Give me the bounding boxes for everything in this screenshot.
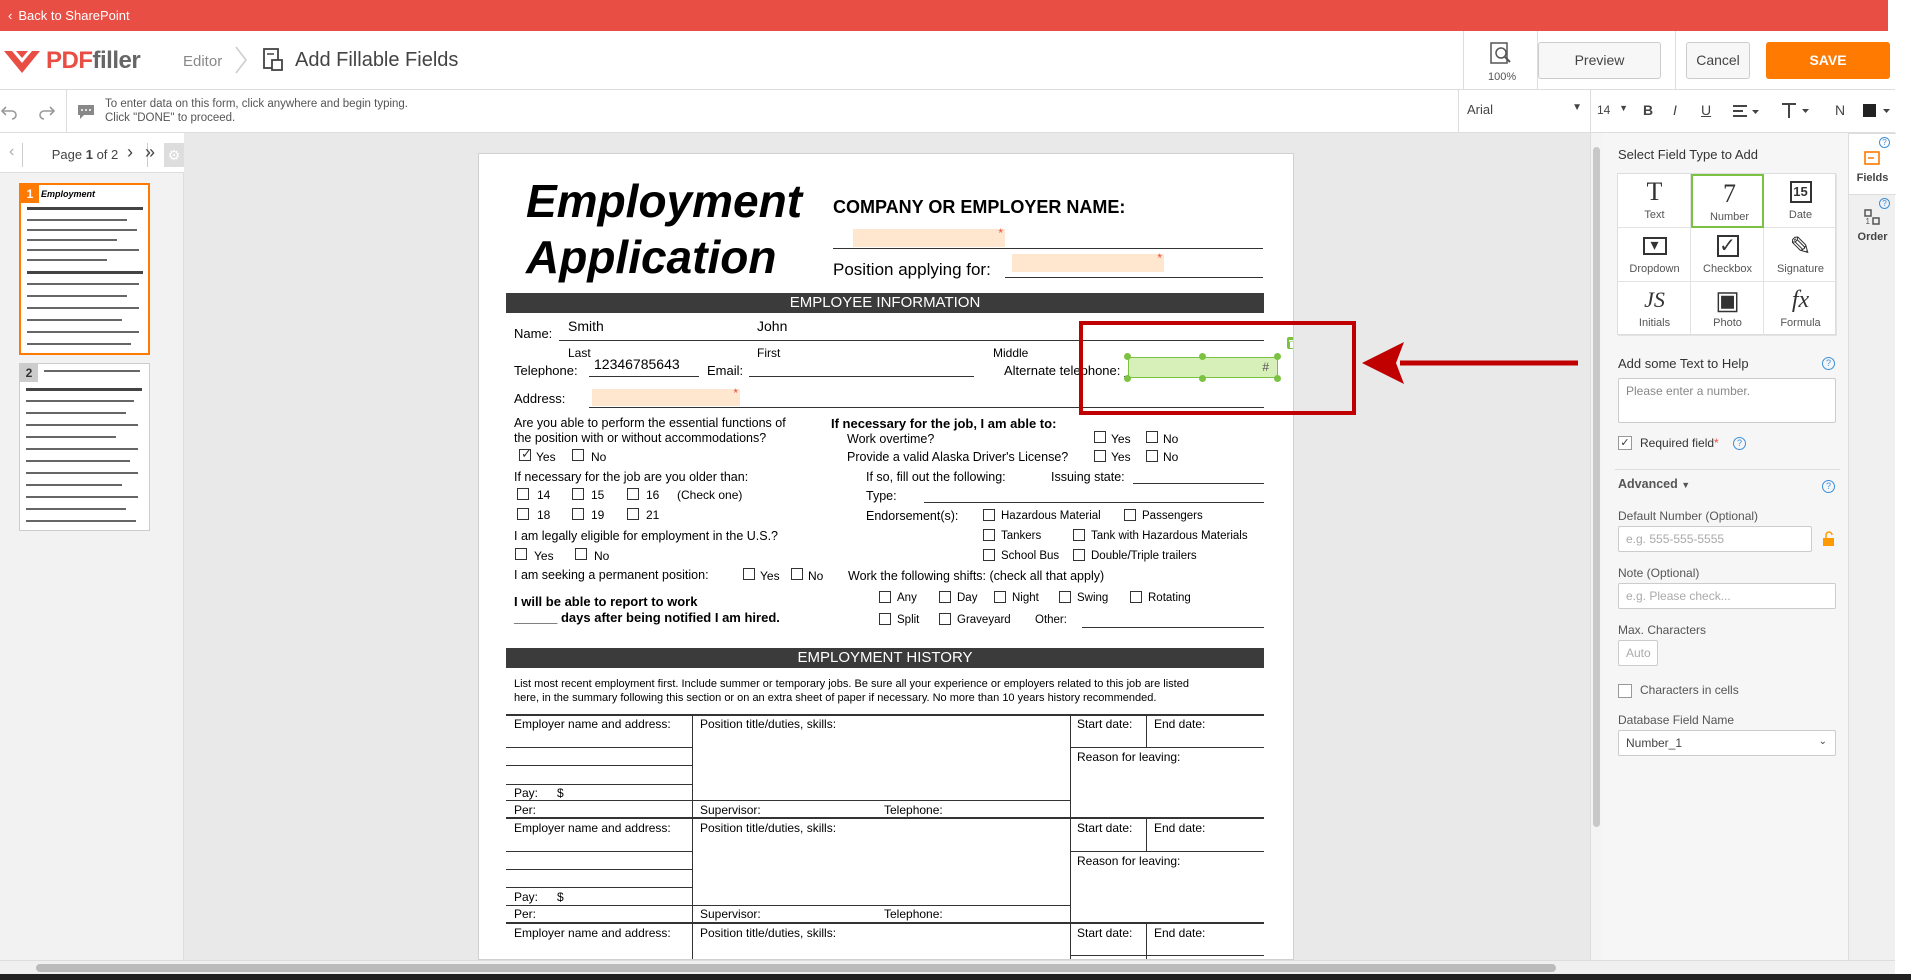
end-date-label: End date: <box>1154 926 1206 940</box>
field-type-number[interactable] <box>1691 174 1764 228</box>
passengers-checkbox[interactable] <box>1124 509 1136 521</box>
supervisor-label: Supervisor: <box>700 803 761 817</box>
header-divider <box>1675 31 1676 90</box>
company-label: COMPANY OR EMPLOYER NAME: <box>833 197 1126 217</box>
telephone-label: Telephone: <box>514 363 578 378</box>
report-line1: I will be able to report to work <box>514 594 698 609</box>
school-bus-label: School Bus <box>1001 550 1060 562</box>
name-label: Name: <box>514 326 553 341</box>
shift-graveyard-checkbox[interactable] <box>939 613 951 625</box>
eligible-yes-checkbox[interactable] <box>515 548 527 560</box>
field-type-checkbox[interactable] <box>1691 228 1764 282</box>
hazardous-label: Hazardous Material <box>1001 510 1101 522</box>
age-14-label: 14 <box>537 488 551 502</box>
age-21-checkbox[interactable] <box>627 508 639 520</box>
check-one-label: (Check one) <box>677 488 743 502</box>
employer-label: Employer name and address: <box>514 926 671 940</box>
font-family-select[interactable]: Arial ▼ <box>1458 90 1590 133</box>
overtime-yes-checkbox[interactable] <box>1094 431 1106 443</box>
company-field[interactable] <box>853 226 1005 247</box>
employee-info-band: EMPLOYEE INFORMATION <box>506 293 1264 313</box>
yes-label: Yes <box>536 450 556 464</box>
breadcrumb-editor[interactable]: Editor <box>183 53 223 70</box>
position-field[interactable] <box>1012 251 1164 272</box>
overtime-no-checkbox[interactable] <box>1146 431 1158 443</box>
dropdown-icon: ▾ <box>1618 233 1691 259</box>
rail-order-label: Order <box>1857 231 1888 243</box>
middle-label: Middle <box>993 346 1029 360</box>
required-marker: * <box>733 386 738 400</box>
field-type-initials[interactable] <box>1618 282 1691 336</box>
max-characters-label: Max. Characters <box>1618 623 1707 637</box>
initials-icon: JS <box>1644 287 1665 312</box>
chevron-down-icon: ▼ <box>1681 480 1691 490</box>
employer-label: Employer name and address: <box>514 821 671 835</box>
pay-label: Pay: <box>514 786 539 800</box>
thumbnail-title: Employment <box>41 189 96 199</box>
field-type-label: Date <box>1788 209 1813 221</box>
vertical-scrollbar[interactable] <box>1590 133 1602 960</box>
field-type-label: Signature <box>1776 263 1825 275</box>
tank-hazardous-label: Tank with Hazardous Materials <box>1091 530 1248 542</box>
age-18-label: 18 <box>537 508 551 522</box>
back-to-sharepoint-link[interactable] <box>0 0 1888 31</box>
essential-yes-checkbox[interactable]: ✓ <box>521 446 532 461</box>
rail-order-tab[interactable] <box>1849 195 1896 257</box>
q-permanent: I am seeking a permanent position: <box>514 568 709 582</box>
default-number-input[interactable]: e.g. 555-555-5555 <box>1618 526 1812 552</box>
q-eligible: I am legally eligible for employment in the U.S.? <box>514 529 779 543</box>
alaska-yes-checkbox[interactable] <box>1094 450 1106 462</box>
right-rail <box>1848 133 1895 960</box>
lock-open-icon[interactable] <box>1822 531 1836 547</box>
field-type-signature[interactable] <box>1764 228 1837 282</box>
chevron-down-icon: ⌄ <box>1818 736 1827 747</box>
divider <box>1615 469 1840 470</box>
shift-night-label: Night <box>1012 592 1039 604</box>
note-input[interactable]: e.g. Please check... <box>1618 583 1836 609</box>
align-icon[interactable] <box>1732 104 1760 120</box>
dollar-sign: $ <box>557 890 564 904</box>
logo-text: PDFfiller <box>46 47 141 74</box>
start-date-label: Start date: <box>1077 821 1133 835</box>
tankers-label: Tankers <box>1001 530 1042 542</box>
double-triple-label: Double/Triple trailers <box>1091 550 1197 562</box>
doc-title-line1: Employment <box>526 175 803 227</box>
bottom-bar <box>0 974 1911 980</box>
annotation-arrow-icon <box>1360 338 1580 398</box>
no-label: No <box>1163 450 1179 464</box>
toolbar-hint: To enter data on this form, click anywhere and begin typing. Click "DONE" to proceed. <box>105 98 409 124</box>
age-19-checkbox[interactable] <box>572 508 584 520</box>
characters-in-cells-checkbox[interactable] <box>1618 684 1632 698</box>
shift-night-checkbox[interactable] <box>994 591 1006 603</box>
shift-split-label: Split <box>897 614 920 626</box>
passengers-label: Passengers <box>1142 510 1203 522</box>
shift-any-label: Any <box>897 592 917 604</box>
field-type-grid <box>1617 173 1836 335</box>
field-type-label: Number <box>1709 211 1750 223</box>
position-duties-label: Position title/duties, skills: <box>700 717 837 731</box>
able-title: If necessary for the job, I am able to: <box>831 416 1057 431</box>
preview-button[interactable]: Preview <box>1538 42 1661 79</box>
position-duties-label: Position title/duties, skills: <box>700 926 837 940</box>
required-checkbox[interactable]: ✓ <box>1618 436 1632 450</box>
alaska-no-checkbox[interactable] <box>1146 450 1158 462</box>
required-marker: * <box>1157 251 1162 265</box>
formula-icon: fx <box>1791 287 1810 313</box>
end-date-label: End date: <box>1154 821 1206 835</box>
hazardous-checkbox[interactable] <box>983 509 995 521</box>
tank-hazardous-checkbox[interactable] <box>1073 529 1085 541</box>
yes-label: Yes <box>1111 450 1131 464</box>
field-type-dropdown[interactable] <box>1618 228 1691 282</box>
field-type-date[interactable] <box>1764 174 1837 228</box>
fields-help-icon[interactable]: ? <box>1879 137 1890 148</box>
permanent-yes-checkbox[interactable] <box>743 568 755 580</box>
no-label: No <box>808 569 824 583</box>
age-15-label: 15 <box>591 488 605 502</box>
age-19-label: 19 <box>591 508 605 522</box>
select-field-title: Select Field Type to Add <box>1618 147 1758 162</box>
fields-icon <box>1864 151 1880 165</box>
thumbnail-panel <box>0 173 184 960</box>
shift-swing-label: Swing <box>1077 592 1109 604</box>
photo-icon: ▣ <box>1715 285 1740 315</box>
essential-no-checkbox[interactable] <box>572 449 584 461</box>
app-header <box>0 31 1895 90</box>
no-label: No <box>594 549 610 563</box>
note-label: Note (Optional) <box>1618 566 1700 580</box>
chevron-left-icon: ‹ <box>8 8 13 23</box>
dollar-sign: $ <box>557 786 564 800</box>
page-navigator <box>0 133 184 173</box>
save-button[interactable]: SAVE <box>1766 42 1890 79</box>
page-indicator: Page 1 of 2 <box>22 143 148 167</box>
shift-other-label: Other: <box>1035 614 1067 626</box>
name-first-value[interactable]: John <box>757 318 788 334</box>
q-essential: Are you able to perform the essential functions of <box>514 416 786 430</box>
doc-title-line2: Application <box>526 231 777 283</box>
advanced-help-icon[interactable]: ? <box>1822 480 1835 493</box>
field-type-label: Photo <box>1713 317 1742 329</box>
age-18-checkbox[interactable] <box>517 508 529 520</box>
breadcrumb-separator-icon <box>234 45 248 75</box>
start-date-label: Start date: <box>1077 717 1133 731</box>
shift-rotating-checkbox[interactable] <box>1130 591 1142 603</box>
shift-day-checkbox[interactable] <box>939 591 951 603</box>
telephone-label-2: Telephone: <box>884 803 943 817</box>
shift-graveyard-label: Graveyard <box>957 614 1011 626</box>
comment-icon <box>76 103 96 121</box>
pdffiller-logo[interactable] <box>0 45 150 75</box>
endorsements-label: Endorsement(s): <box>866 509 959 523</box>
address-field[interactable] <box>592 386 740 406</box>
calendar-icon: 15 <box>1764 179 1837 205</box>
required-help-icon[interactable]: ? <box>1733 437 1746 450</box>
address-label: Address: <box>514 391 566 406</box>
field-type-formula[interactable] <box>1764 282 1837 336</box>
no-label: No <box>591 450 607 464</box>
eligible-no-checkbox[interactable] <box>575 548 587 560</box>
per-label: Per: <box>514 803 537 817</box>
database-field-select[interactable]: Number_1 ⌄ <box>1618 730 1836 756</box>
overtime-label: Work overtime? <box>847 432 935 446</box>
next-page-icon[interactable]: › <box>127 142 133 162</box>
age-14-checkbox[interactable] <box>517 488 529 500</box>
fill-following-label: If so, fill out the following: <box>866 470 1006 484</box>
tankers-checkbox[interactable] <box>983 529 995 541</box>
age-16-checkbox[interactable] <box>627 488 639 500</box>
annotation-highlight-box <box>1079 321 1356 415</box>
rail-fields-label: Fields <box>1856 172 1889 184</box>
order-help-icon[interactable]: ? <box>1879 198 1890 209</box>
field-type-label: Formula <box>1780 317 1821 329</box>
number-field-hash: # <box>1262 360 1269 374</box>
rail-fields-tab[interactable] <box>1849 133 1896 195</box>
normal-text-button[interactable]: N <box>1835 102 1846 118</box>
alt-telephone-label: Alternate telephone: <box>1004 363 1121 378</box>
shift-rotating-label: Rotating <box>1148 592 1191 604</box>
gear-icon[interactable]: ⚙ <box>164 143 184 167</box>
reason-leaving-label: Reason for leaving: <box>1077 750 1181 764</box>
required-field-label: Required field* <box>1640 436 1719 450</box>
position-duties-label: Position title/duties, skills: <box>700 821 837 835</box>
advanced-toggle[interactable]: Advanced ▼ <box>1618 477 1691 491</box>
chevron-down-icon: ▼ <box>1572 102 1582 113</box>
shift-any-checkbox[interactable] <box>879 591 891 603</box>
yes-label: Yes <box>760 569 780 583</box>
signature-icon: ✎ <box>1789 231 1812 261</box>
back-label: Back to SharePoint <box>18 8 130 23</box>
email-label: Email: <box>707 363 744 378</box>
field-type-photo[interactable] <box>1691 282 1764 336</box>
school-bus-checkbox[interactable] <box>983 549 995 561</box>
order-icon <box>1864 209 1880 225</box>
shift-swing-checkbox[interactable] <box>1059 591 1071 603</box>
default-number-label: Default Number (Optional) <box>1618 509 1759 523</box>
shift-split-checkbox[interactable] <box>879 613 891 625</box>
name-last-value[interactable]: Smith <box>568 318 604 334</box>
field-type-text[interactable] <box>1618 174 1691 228</box>
horizontal-scrollbar[interactable] <box>0 960 1895 974</box>
employment-history-band: EMPLOYMENT HISTORY <box>506 648 1264 668</box>
zoom-icon <box>1488 41 1514 67</box>
last-page-icon[interactable]: » <box>145 142 156 162</box>
last-label: Last <box>568 346 591 360</box>
age-16-label: 16 <box>646 488 660 502</box>
fillable-fields-icon <box>262 48 284 72</box>
field-type-label: Initials <box>1638 317 1671 329</box>
text-position-icon[interactable] <box>1780 102 1812 120</box>
chevron-down-icon: ▼ <box>1619 103 1628 113</box>
thumbnail-page-2[interactable] <box>19 363 150 531</box>
page-title: Add Fillable Fields <box>295 49 459 71</box>
age-15-checkbox[interactable] <box>572 488 584 500</box>
number-icon: 7 <box>1723 179 1736 208</box>
employer-label: Employer name and address: <box>514 717 671 731</box>
field-type-label: Dropdown <box>1629 263 1680 275</box>
q-older: If necessary for the job are you older than: <box>514 470 749 484</box>
start-date-label: Start date: <box>1077 926 1133 940</box>
toolbar-divider <box>66 90 67 133</box>
end-date-label: End date: <box>1154 717 1206 731</box>
age-21-label: 21 <box>646 508 660 522</box>
position-label: Position applying for: <box>833 260 991 279</box>
help-text-title: Add some Text to Help <box>1618 356 1749 371</box>
report-line2: ______ days after being notified I am hired. <box>514 610 780 625</box>
telephone-label-2: Telephone: <box>884 907 943 921</box>
prev-page-icon[interactable]: ‹ <box>9 143 15 160</box>
field-properties-panel <box>1602 133 1848 960</box>
history-note-2: here, in the summary following this section or on an extra sheet of paper if necessary. No more than 10 years history recommended. <box>514 692 1157 704</box>
bold-button[interactable]: B <box>1643 102 1654 118</box>
yes-label: Yes <box>1111 432 1131 446</box>
field-type-label: Checkbox <box>1703 263 1752 275</box>
shifts-label: Work the following shifts: (check all that apply) <box>848 569 1105 583</box>
q-essential-2: the position with or without accommodations? <box>514 431 767 445</box>
text-color-icon[interactable] <box>1861 102 1893 120</box>
per-label: Per: <box>514 907 537 921</box>
characters-in-cells-label: Characters in cells <box>1640 683 1739 697</box>
type-label: Type: <box>866 489 897 503</box>
zoom-level: 100% <box>1488 71 1517 83</box>
max-characters-input[interactable]: Auto <box>1618 640 1658 666</box>
cancel-button[interactable]: Cancel <box>1686 42 1750 79</box>
checkbox-icon: ✓ <box>1691 233 1764 259</box>
reason-leaving-label: Reason for leaving: <box>1077 854 1181 868</box>
yes-label: Yes <box>534 549 554 563</box>
no-label: No <box>1163 432 1179 446</box>
help-question-icon[interactable]: ? <box>1822 357 1835 370</box>
required-marker: * <box>998 226 1003 240</box>
logo-icon <box>2 45 42 75</box>
pay-label: Pay: <box>514 890 539 904</box>
supervisor-label: Supervisor: <box>700 907 761 921</box>
undo-icon[interactable] <box>0 103 18 121</box>
alaska-label: Provide a valid Alaska Driver's License? <box>847 450 1069 464</box>
editor-toolbar <box>0 90 1895 133</box>
thumbnail-number: 2 <box>20 364 38 382</box>
font-size-select[interactable]: 14 ▼ <box>1590 90 1632 133</box>
database-field-label: Database Field Name <box>1618 713 1735 727</box>
first-label: First <box>757 346 781 360</box>
thumbnail-number: 1 <box>21 185 39 203</box>
help-text-input[interactable]: Please enter a number. <box>1618 378 1836 423</box>
zoom-control[interactable] <box>1463 31 1538 90</box>
telephone-value[interactable]: 12346785643 <box>594 356 680 372</box>
double-triple-checkbox[interactable] <box>1073 549 1085 561</box>
redo-icon[interactable] <box>38 103 56 121</box>
svg-text:1: 1 <box>1865 217 1870 225</box>
shift-day-label: Day <box>957 592 978 604</box>
document-page[interactable] <box>478 153 1294 960</box>
field-type-label: Text <box>1644 209 1665 221</box>
issuing-state-label: Issuing state: <box>1051 470 1125 484</box>
underline-button[interactable]: U <box>1701 102 1712 118</box>
text-icon: T <box>1646 177 1663 206</box>
history-note-1: List most recent employment first. Include summer or temporary jobs. Be sure all your experience or employers related to this job are listed <box>514 678 1189 690</box>
italic-button[interactable]: I <box>1673 102 1677 118</box>
permanent-no-checkbox[interactable] <box>791 568 803 580</box>
thumbnail-page-1[interactable] <box>19 183 150 355</box>
